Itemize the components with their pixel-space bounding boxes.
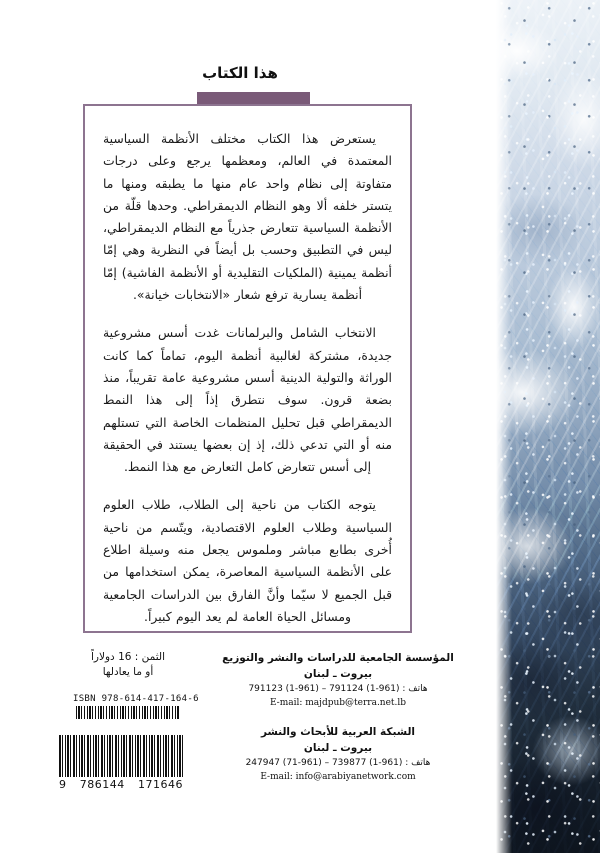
- footer: [59, 650, 483, 830]
- publisher-block: [193, 650, 483, 710]
- ean-barcode: [59, 735, 183, 777]
- page-title: هذا الكتاب: [202, 64, 278, 82]
- description-box-content: [85, 106, 410, 638]
- publisher-block: [193, 724, 483, 784]
- ean-digits: [59, 778, 183, 791]
- publishers-column: [193, 650, 483, 798]
- publisher-email[interactable]: E-mail: majdpub@terra.net.lb: [269, 698, 407, 708]
- description-paragraph: يستعرض هذا الكتاب مختلف الأنظمة السياسية المعتمدة في العالم، ومعظمها يرجع وعلى درجات متفاوتة إلى نظام واحد عام منها ما يطبقه ومنها ما يتستر خلفه ألا وهو النظام الديمقراطي. وحدها قلّة من الأنظمة السياسية تتعارض جذرياً مع النظام الديمقراطي، ليس في التطبيق وحسب بل أيضاً في النظرية وهي إمّا أنظمة يمينية (الملكيات التقليدية أو الأنظمة الفاشية) إمّا أنظمة يسارية ترفع شعار «الانتخابات خيانة».: [103, 131, 392, 303]
- ean-barcode-group: [59, 735, 183, 791]
- publisher-city: بيروت ـ لبنان: [303, 742, 373, 754]
- publisher-telephone: هاتف : (961-1) 791124 – (961-1) 791123: [248, 684, 428, 694]
- publisher-telephone: هاتف : (961-1) 739877 – (961-71) 247947: [245, 758, 431, 768]
- isbn-number: ISBN 978-614-417-164-6: [73, 694, 199, 704]
- description-box: [83, 104, 412, 633]
- price-amount: الثمن : 16 دولاراً: [91, 651, 165, 663]
- photo-strip-left-fade: [496, 0, 512, 853]
- ean-group-two: 171646: [138, 778, 183, 791]
- description-paragraph: الانتخاب الشامل والبرلمانات غدت أسس مشروعية جديدة، مشتركة لغالبية أنظمة اليوم، تماماً كما كانت الوراثة والتولية الدينية أسس مشروعية عامة تقريباً، منذ بضعة قرون. سوف نتطرق إذاً إلى هذا النمط الديمقراطي قبل تحليل المنظمات الخاصة التي تستلهم منه أو التي تدعي ذلك، إذ إن بعضها يستند في الحقيقة إلى أسس تتعارض كامل التعارض مع هذا النمط.: [103, 325, 392, 475]
- ice-texture-photo-strip: [496, 0, 600, 853]
- isbn-barcode: [76, 706, 180, 719]
- price-and-barcode-column: [59, 650, 199, 791]
- publisher-email[interactable]: E-mail: info@arabiyanetwork.com: [260, 772, 416, 782]
- description-paragraph: يتوجه الكتاب من ناحية إلى الطلاب، طلاب العلوم السياسية وطلاب العلوم الاقتصادية، ويتّسم من ناحية أُخرى بطابع مباشر وملموس يجعل منه وسيلة اطلاع على الأنظمة السياسية المعاصرة، يمكن استخدامها من قبل الجميع لا سيّما وأنَّ الفارق بين الدراسات الجامعية ومسائل الحياة العامة لم يعد اليوم كبيراً.: [103, 497, 392, 624]
- ean-group-one: 786144: [79, 778, 125, 791]
- publisher-name: المؤسسة الجامعية للدراسات والنشر والتوزيع: [222, 652, 454, 664]
- publisher-name: الشبكة العربية للأبحاث والنشر: [260, 726, 416, 738]
- publisher-city: بيروت ـ لبنان: [303, 668, 373, 680]
- price-equivalent: أو ما يعادلها: [102, 666, 154, 678]
- ean-left-digit: 9: [59, 778, 67, 791]
